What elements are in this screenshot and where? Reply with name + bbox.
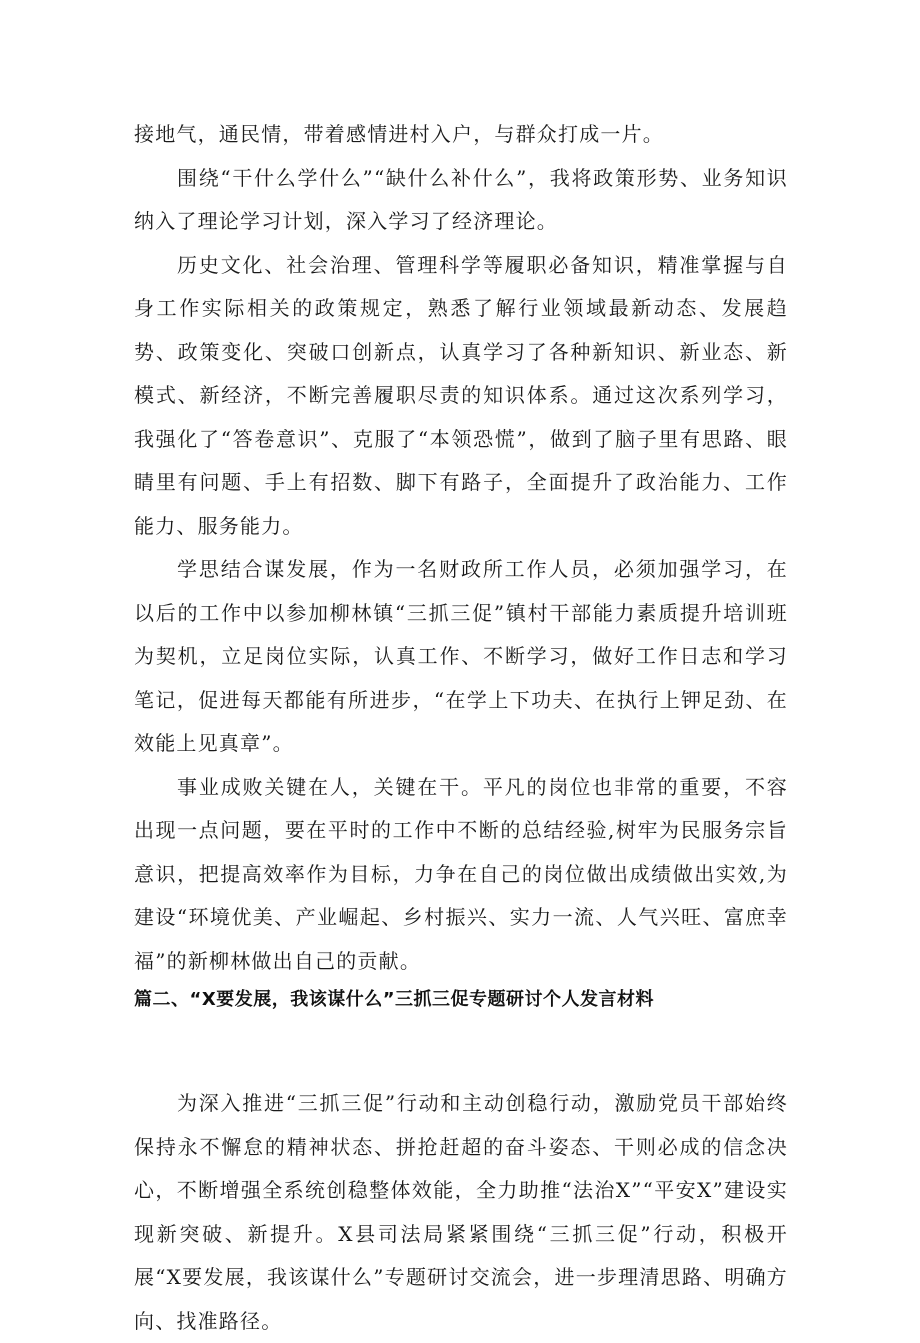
paragraph: 为深入推进“三抓三促”行动和主动创稳行动，激励党员干部始终保持永不懈怠的精神状态、拼抢赶超的奋斗姿态、干则必成的信念决心，不断增强全系统创稳整体效能，全力助推“法治X”“平安X”建设实现新突破、新提升。X县司法局紧紧围绕“三抓三促”行动，积极开展“X要发展，我该谋什么”专题研讨交流会，进一步理清思路、明确方向、找准路径。	[134, 1091, 788, 1333]
section-spacer	[134, 1017, 788, 1082]
paragraph: 学思结合谋发展，作为一名财政所工作人员，必须加强学习，在以后的工作中以参加柳林镇“三抓三促”镇村干部能力素质提升培训班为契机，立足岗位实际，认真工作、不断学习，做好工作日志和学习笔记，促进每天都能有所进步，“在学上下功夫、在执行上钾足劲、在效能上见真章”。	[134, 557, 788, 755]
document-body	[134, 113, 788, 1343]
paragraph: 事业成败关键在人，关键在干。平凡的岗位也非常的重要，不容出现一点问题，要在平时的工作中不断的总结经验,树牢为民服务宗旨意识，把提高效率作为目标，力争在自己的岗位做出成绩做出实效,为建设“环境优美、产业崛起、乡村振兴、实力一流、人气兴旺、富庶幸福”的新柳林做出自己的贡献。	[134, 774, 788, 973]
section-heading: 篇二、“X要发展，我该谋什么”三抓三促专题研讨个人发言材料	[134, 989, 655, 1010]
paragraph: 围绕“干什么学什么”“缺什么补什么”，我将政策形势、业务知识纳入了理论学习计划，深入学习了经济理论。	[134, 165, 788, 233]
paragraph: 接地气，通民情，带着感情进村入户，与群众打成一片。	[134, 122, 664, 146]
paragraph: 历史文化、社会治理、管理科学等履职必备知识，精准掌握与自身工作实际相关的政策规定，熟悉了解行业领域最新动态、发展趋势、政策变化、突破口创新点，认真学习了各种新知识、新业态、新模式、新经济，不断完善履职尽责的知识体系。通过这次系列学习，我强化了“答卷意识”、克服了“本领恐慌”，做到了脑子里有思路、眼睛里有问题、手上有招数、脚下有路子，全面提升了政治能力、工作能力、服务能力。	[134, 252, 788, 538]
